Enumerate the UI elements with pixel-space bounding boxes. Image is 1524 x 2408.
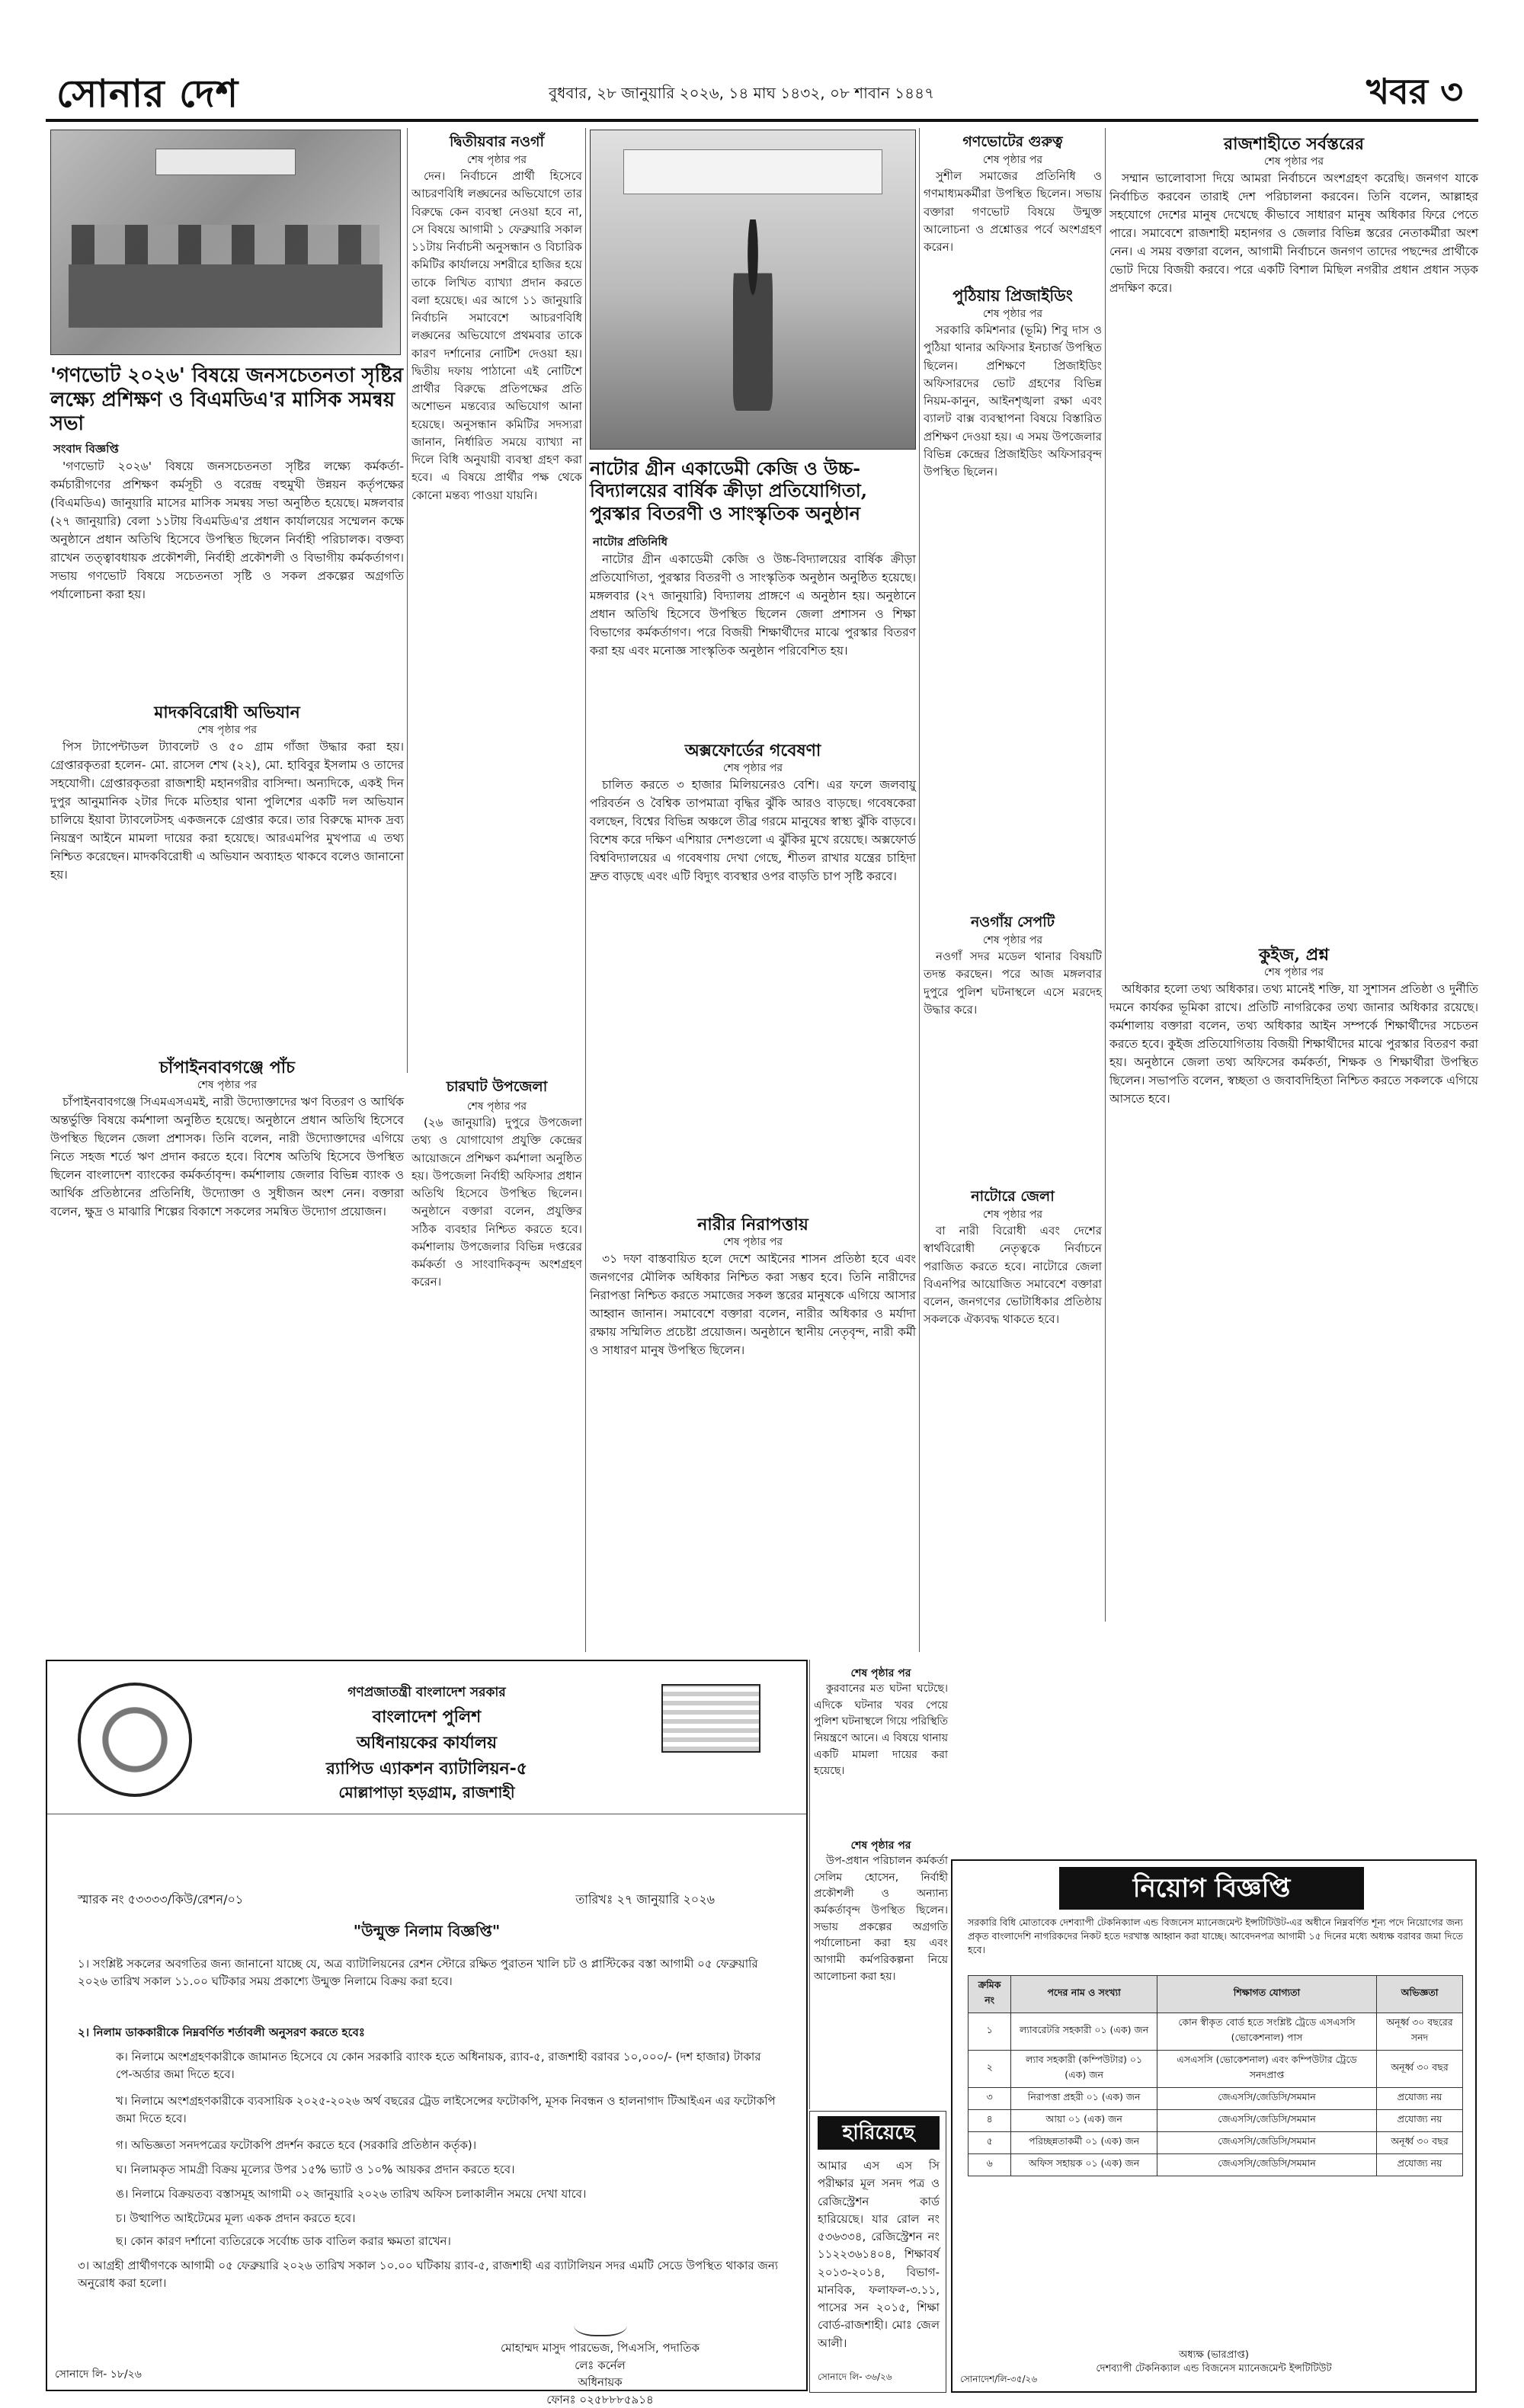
article-body: উপ-প্রধান পরিচালন কর্মকর্তা সেলিম হোসেন, নির্বাহী প্রকৌশলী ও অন্যান্য কর্মকর্তাবৃন্দ উপস্থিত ছিলেন। সভায় প্রকল্পের অগ্রগতি পর্যালোচনা করা হয় এবং আগামী কর্মপরিকল্পনা নিয়ে আলোচনা করা হয়।: [814, 1853, 948, 2097]
article-body: নাটোর গ্রীন একাডেমী কেজি ও উচ্চ-বিদ্যালয়ের বার্ষিক ক্রীড়া প্রতিযোগিতা, পুরস্কার বিতরণী ও সাংস্কৃতিক অনুষ্ঠান অনুষ্ঠিত হয়েছে। মঙ্গলবার (২৭ জানুয়ারি) বিদ্যালয় প্রাঙ্গণে এ অনুষ্ঠান হয়। অনুষ্ঠানে প্রধান অতিথি হিসেবে উপস্থিত ছিলেন জেলা প্রশাসন ও শিক্ষা বিভাগের কর্মকর্তাগণ। পরে বিজয়ী শিক্ষার্থীদের মাঝে পুরস্কার বিতরণ করা হয় এবং মনোজ্ঞ সাংস্কৃতিক অনুষ্ঠান পরিবেশিত হয়।: [590, 550, 916, 730]
table-cell: ২: [969, 2051, 1011, 2088]
ad-code: সোনাদেশ/লি-৩৫/২৬: [960, 2373, 1037, 2388]
continued-label: শেষ পৃষ্ঠার পর: [411, 1097, 582, 1116]
continued-label: শেষ পৃষ্ঠার পর: [411, 151, 582, 169]
table-header: অভিজ্ঞতা: [1377, 1976, 1463, 2013]
article-kicker: কুইজ, প্রশ্ন: [1109, 942, 1478, 970]
article-body: বা নারী বিরোধী এবং দেশের স্বার্থবিরোধী নেতৃত্বকে নির্বাচনে পরাজিত করতে হবে। নাটোরে জেলা বিএনপির আয়োজিত সমাবেশে বক্তারা বলেন, জনগণের ভোটাধিকার প্রতিষ্ঠায় সকলকে ঐক্যবদ্ধ থাকতে হবে।: [924, 1222, 1102, 1649]
continued-label: শেষ পৃষ্ঠার পর: [924, 931, 1102, 949]
table-cell: অনূর্ধ্ব ৩০ বছরের সনদ: [1377, 2013, 1463, 2051]
table-cell: প্রযোজ্য নয়: [1377, 2154, 1463, 2176]
article-headline: 'গণভোট ২০২৬' বিষয়ে জনসচেতনতা সৃষ্টির লক্ষ্যে প্রশিক্ষণ ও বিএমডিএ'র মাসিক সমন্বয় সভা: [50, 364, 404, 437]
table-header: শিক্ষাগত যোগ্যতা: [1157, 1976, 1376, 2013]
notice-clause: ছ। কোন কারণ দর্শানো ব্যতিরেকে সর্বোচ্চ ডাক বাতিল করার ক্ষমতা রাখেন।: [116, 2233, 779, 2250]
table-cell: কোন স্বীকৃত বোর্ড হতে সংশ্লিষ্ট ট্রেডে এসএসসি (ভোকেশনাল) পাস: [1157, 2013, 1376, 2051]
table-row: [969, 2051, 1463, 2088]
continued-label: শেষ পৃষ্ঠার পর: [924, 1206, 1102, 1224]
article-body: দেন। নির্বাচনে প্রার্থী হিসেবে আচরণবিধি লঙ্ঘনের অভিযোগে তার বিরুদ্ধে কেন ব্যবস্থা নেওয়া হবে না, সে বিষয়ে আগামী ১ ফেব্রুয়ারি সকাল ১১টায় নির্বাচনী অনুসন্ধান ও বিচারিক কমিটির কার্যালয়ে সশরীরে হাজির হয়ে তাকে লিখিত ব্যাখ্যা প্রদান করতে বলা হয়েছে। এর আগে ১১ জানুয়ারি নির্বাচনি সমাবেশে আচরণবিধি লঙ্ঘনের অভিযোগে প্রথমবার তাকে কারণ দর্শানোর নোটিশ দেওয়া হয়। দ্বিতীয় দফায় পাঠানো এই নোটিশে প্রার্থীর বিরুদ্ধে প্রতিপক্ষের প্রতি অশোভন মন্তব্যের অভিযোগ আনা হয়েছে। অনুসন্ধান কমিটির সদস্যরা জানান, নির্ধারিত সময়ে ব্যাখ্যা না দিলে বিধি অনুযায়ী ব্যবস্থা গ্রহণ করা হবে। এ বিষয়ে প্রার্থীর পক্ষ থেকে কোনো মন্তব্য পাওয়া যায়নি।: [411, 168, 582, 1067]
article-kicker: নারীর নিরাপত্তায়: [590, 1212, 916, 1240]
article-kicker: অক্সফোর্ডের গবেষণা: [590, 738, 916, 766]
table-cell: ৫: [969, 2132, 1011, 2154]
table-cell: জেএসসি/জেডিসি/সমমান: [1157, 2088, 1376, 2110]
notice-clause: ২। নিলাম ডাককারীকে নিম্নবর্ণিত শর্তাবলী অনুসরণ করতে হবেঃ: [78, 2024, 779, 2041]
table-header: পদের নাম ও সংখ্যা: [1011, 1976, 1157, 2013]
table-cell: ১: [969, 2013, 1011, 2051]
job-intro: সরকারি বিধি মোতাবেক দেশব্যাপী টেকনিক্যাল এন্ড বিজনেস ম্যানেজমেন্ট ইন্সটিটিউট-এর অধীনে নিম্নবর্ণিত শূন্য পদে নিয়োগের জন্য প্রকৃত বাংলাদেশি নাগরিকদের নিকট হতে দরখাস্ত আহ্বান করা যাচ্ছে। আবেদনপত্র আগামী ১৫ দিনের মধ্যে অধ্যক্ষ বরাবর জমা দিতে হবে।: [968, 1916, 1463, 1957]
article-body: 'গণভোট ২০২৬' বিষয়ে জনসচেতনতা সৃষ্টির লক্ষ্যে কর্মকর্তা-কর্মচারীগণের প্রশিক্ষণ কর্মসূচী ও বরেন্দ্র বহুমুখী উন্নয়ন কর্তৃপক্ষের (বিএমডিএ) জানুয়ারি মাসের মাসিক সমন্বয় সভা অনুষ্ঠিত হয়েছে। মঙ্গলবার (২৭ জানুয়ারি) বেলা ১১টায় বিএমডিএ'র প্রধান কার্যালয়ের সম্মেলন কক্ষে অনুষ্ঠানে প্রধান অতিথি হিসেবে উপস্থিত ছিলেন নির্বাহী পরিচালক। বক্তব্য রাখেন তত্ত্বাবধায়ক প্রকৌশলী, নির্বাহী প্রকৌশলী ও বিভাগীয় কর্মকর্তাগণ। সভায় গণভোট বিষয়ে সচেতনতা সৃষ্টি ও সকল প্রকল্পের অগ্রগতি পর্যালোচনা করা হয়।: [50, 457, 404, 692]
article-body: সম্মান ভালোবাসা দিয়ে আমরা নির্বাচনে অংশগ্রহণ করেছি। জনগণ যাকে নির্বাচিত করবেন তারাই দেশ পরিচালনা করবেন। তিনি বলেন, আল্লাহর সহযোগে দেশের মানুষ দেখেছে কীভাবে সাধারণ মানুষ অধিকার ফিরে পেতে পারে। সমাবেশে রাজশাহী মহানগর ও জেলার বিভিন্ন স্তরের নেতাকর্মীরা অংশ নেন। এ সময় বক্তারা বলেন, আগামী নির্বাচনে জনগণ তাদের পছন্দের প্রার্থীকে ভোট দিয়ে বিজয়ী করবে। পরে একটি বিশাল মিছিল নগরীর প্রধান প্রধান সড়ক প্রদক্ষিণ করে।: [1109, 169, 1478, 933]
notice-clause: ঙ। নিলামে বিক্রয়তব্য বস্তাসমূহ আগামী ০২ জানুয়ারি ২০২৬ তারিখ অফিস চলাকালীন সময়ে দেখা যাবে।: [116, 2185, 779, 2203]
institution-name: দেশব্যাপী টেকনিক্যাল এন্ড বিজনেস ম্যানেজমেন্ট ইন্সটিটিউট: [952, 2362, 1475, 2376]
sports-photo: [590, 130, 916, 450]
article-body: চাঁপাইনবাবগঞ্জে সিএমএসএমই, নারী উদ্যোক্তাদের ঋণ বিতরণ ও আর্থিক অন্তর্ভুক্তি বিষয়ে কর্মশালা অনুষ্ঠিত হয়েছে। অনুষ্ঠানে প্রধান অতিথি হিসেবে উপস্থিত ছিলেন জেলা প্রশাসক। তিনি বলেন, নারী উদ্যোক্তাদের এগিয়ে নিতে সহজ শর্তে ঋণ প্রদান করতে হবে। বিশেষ অতিথি হিসেবে উপস্থিত ছিলেন বাংলাদেশ ব্যাংকের কর্মকর্তাবৃন্দ। কর্মশালায় জেলার বিভিন্ন ব্যাংক ও আর্থিক প্রতিষ্ঠানের প্রতিনিধি, উদ্যোক্তা ও সুধীজন অংশ নেন। বক্তারা বলেন, ক্ষুদ্র ও মাঝারি শিল্পের বিকাশে সকলের সমন্বিত উদ্যোগ প্রয়োজন।: [50, 1093, 404, 1649]
article-body: নওগাঁ সদর মডেল থানার বিষয়টি তদন্ত করছেন। পরে আজ মঙ্গলবার দুপুরে পুলিশ ঘটনাস্থলে এসে মরদেহ উদ্ধার করে।: [924, 948, 1102, 1177]
article-body: চালিত করতে ৩ হাজার মিলিয়নেরও বেশি। এর ফলে জলবায়ু পরিবর্তন ও বৈশ্বিক তাপমাত্রা বৃদ্ধির ঝুঁকি আরও বাড়ছে। গবেষকেরা বলছেন, বিশ্বের বিভিন্ন অঞ্চলে তীব্র গরমে মানুষের স্বাস্থ্য ঝুঁকি বাড়বে। বিশেষ করে দক্ষিণ এশিয়ার দেশগুলো এ ঝুঁকির মুখে রয়েছে। অক্সফোর্ড বিশ্ববিদ্যালয়ের এ গবেষণায় দেখা গেছে, শীতল রাখার যন্ত্রের চাহিদা দ্রুত বাড়ছে এবং এটি বিদ্যুৎ ব্যবস্থার ওপর বাড়তি চাপ সৃষ্টি করবে।: [590, 776, 916, 1202]
notice-clause: ঘ। নিলামকৃত সামগ্রী বিক্রয় মূল্যের উপর ১৫% ভ্যাট ও ১০% আয়কর প্রদান করতে হবে।: [116, 2161, 779, 2179]
continued-label: শেষ পৃষ্ঠার পর: [814, 1836, 948, 1855]
article-kicker: পুঠিয়ায় প্রিজাইডিং: [924, 283, 1102, 310]
table-row: [969, 2088, 1463, 2110]
signature-icon: [574, 2309, 627, 2336]
table-cell: ল্যাবরেটরি সহকারী ০১ (এক) জন: [1011, 2013, 1157, 2051]
notice-clause: গ। অভিজ্ঞতা সনদপত্রের ফটোকপি প্রদর্শন করতে হবে (সরকারি প্রতিষ্ঠান কর্তৃক)।: [116, 2137, 779, 2154]
notice-clause: ক। নিলামে অংশগ্রহণকারীকে জামানত হিসেবে যে কোন সরকারি ব্যাংক হতে অধিনায়ক, র‍্যাব-৫, রাজশাহী বরাবর ১০,০০০/- (দশ হাজার) টাকার পে-অর্ডার জমা দিতে হবে।: [116, 2048, 779, 2084]
continued-label: শেষ পৃষ্ঠার পর: [1109, 963, 1478, 981]
article-body: অধিকার হলো তথ্য অধিকার। তথ্য মানেই শক্তি, যা সুশাসন প্রতিষ্ঠা ও দুর্নীতি দমনে কার্যকর ভূমিকা রাখে। প্রতিটি নাগরিকের তথ্য জানার অধিকার রয়েছে। কর্মশালায় বক্তারা বলেন, তথ্য অধিকার আইন সম্পর্কে শিক্ষার্থীদের সচেতন করতে হবে। কুইজ প্রতিযোগিতায় বিজয়ী শিক্ষার্থীদের মাঝে পুরস্কার বিতরণ করা হয়। অনুষ্ঠানে জেলা তথ্য অফিসের কর্মকর্তা, শিক্ষক ও শিক্ষার্থীরা উপস্থিত ছিলেন। সভাপতি বলেন, স্বচ্ছতা ও জবাবদিহিতা নিশ্চিত করতে সকলকে এগিয়ে আসতে হবে।: [1109, 980, 1478, 1833]
notice-ref: স্মারক নং ৫৩৩৩৩/কিউ/রেশন/০১: [78, 1890, 243, 1910]
job-table: [968, 1975, 1463, 2176]
auction-notice: [46, 1660, 808, 2391]
job-notice: [951, 1859, 1477, 2393]
job-signature: [952, 2349, 1475, 2376]
column-divider: [585, 128, 586, 1652]
article-kicker: দ্বিতীয়বার নওগাঁ: [411, 131, 582, 155]
table-cell: জেএসসি/জেডিসি/সমমান: [1157, 2154, 1376, 2176]
lost-notice: [809, 2111, 946, 2393]
table-row: [969, 2132, 1463, 2154]
section-label: খবর ৩: [1366, 66, 1463, 123]
continued-label: শেষ পৃষ্ঠার পর: [924, 305, 1102, 323]
signatory-phone: ফোনঃ ০২৫৮৮৮৫৯১৪: [501, 2391, 700, 2408]
ad-code: সোনাদে লি- ১৮/২৬: [55, 2365, 142, 2384]
article-kicker: গণভোটের গুরুত্ব: [924, 131, 1102, 155]
lost-body: আমার এস এস সি পরীক্ষার মূল সনদ পত্র ও রেজিস্ট্রেশন কার্ড হারিয়েছে। যার রোল নং ৫৩৬৩৩৪, রেজিস্ট্রেশন নং ১১২২৩৬১৪০৪, শিক্ষাবর্ষ ২০১৩-২০১৪, বিভাগ-মানবিক, ফলাফল-৩.১১, পাসের সন ২০১৫, শিক্ষা বোর্ড-রাজশাহী। মোঃ জেল আলী।: [818, 2157, 940, 2352]
column-divider: [1105, 128, 1106, 1622]
notice-address: মোল্লাপাড়া হড়গ্রাম, রাজশাহী: [47, 1782, 806, 1807]
signatory-name: মোহাম্মদ মাসুদ পারভেজ, পিএসসি, পদাতিক: [501, 2339, 700, 2357]
notice-office: অধিনায়কের কার্যালয়: [47, 1730, 806, 1758]
masthead: [46, 70, 1478, 117]
article-kicker: চারঘাট উপজেলা: [411, 1076, 582, 1100]
table-cell: ৪: [969, 2110, 1011, 2132]
table-cell: জেএসসি/জেডিসি/সমমান: [1157, 2110, 1376, 2132]
continued-label: শেষ পৃষ্ঠার পর: [924, 151, 1102, 169]
table-cell: আয়া ০১ (এক) জন: [1011, 2110, 1157, 2132]
notice-clause: ১। সংশ্লিষ্ট সকলের অবগতির জন্য জানানো যাচ্ছে যে, অত্র ব্যাটালিয়নের রেশন স্টোরে রক্ষিত পুরাতন খালি চট ও প্লাস্টিকের বস্তা আগামী ০৫ ফেব্রুয়ারি ২০২৬ তারিখ সকাল ১১.০০ ঘটিকার সময় প্রকাশ্যে উন্মুক্ত নিলামে বিক্রয় করা হবে।: [78, 1955, 779, 1991]
notice-date: তারিখঃ ২৭ জানুয়ারি ২০২৬: [575, 1890, 715, 1910]
table-header: ক্রমিক নং: [969, 1976, 1011, 2013]
article-body: (২৬ জানুয়ারি) দুপুরে উপজেলা তথ্য ও যোগাযোগ প্রযুক্তি কেন্দ্রের আয়োজনে প্রশিক্ষণ কর্মশালা অনুষ্ঠিত হয়। উপজেলা নির্বাহী অফিসার প্রধান অতিথি হিসেবে উপস্থিত ছিলেন। অনুষ্ঠানে বক্তারা বলেন, প্রযুক্তির সঠিক ব্যবহার নিশ্চিত করতে হবে। কর্মশালায় উপজেলার বিভিন্ন দপ্তরের কর্মকর্তা ও সাংবাদিকবৃন্দ অংশগ্রহণ করেন।: [411, 1114, 582, 1647]
signatory-title: অধিনায়ক: [501, 2374, 700, 2391]
table-row: [969, 2154, 1463, 2176]
table-cell: অফিস সহায়ক ০১ (এক) জন: [1011, 2154, 1157, 2176]
article-body: সুশীল সমাজের প্রতিনিধি ও গণমাধ্যমকর্মীরা উপস্থিত ছিলেন। সভায় বক্তারা গণভোট বিষয়ে উন্মুক্ত আলোচনা ও প্রশ্নোত্তর পর্বে অংশগ্রহণ করেন।: [924, 168, 1102, 274]
article-kicker: রাজশাহীতে সর্বস্তরের: [1109, 131, 1478, 159]
column-divider: [809, 1660, 810, 2109]
notice-org: বাংলাদেশ পুলিশ: [47, 1704, 806, 1732]
continued-label: শেষ পৃষ্ঠার পর: [1109, 152, 1478, 171]
article-body: পিস ট্যাপেন্টাডল ট্যাবলেট ও ৫০ গ্রাম গাঁজা উদ্ধার করা হয়। গ্রেপ্তারকৃতরা হলেন- মো. রাসেল শেখ (২২), মো. হাবিবুর ইসলাম ও তাদের সহযোগী। গ্রেপ্তারকৃতরা রাজশাহী মহানগরীর বাসিন্দা। অন্যদিকে, একই দিন দুপুর আনুমানিক ২টার দিকে মতিহার থানা পুলিশের একটি দল অভিযান চালিয়ে ইয়াবা ট্যাবলেটসহ একজনকে গ্রেপ্তার করে। তার বিরুদ্ধে মাদক দ্রব্য নিয়ন্ত্রণ আইনে মামলা দায়ের করা হয়েছে। আরএমপির মুখপাত্র এ তথ্য নিশ্চিত করেছেন। মাদকবিরোধী এ অভিযান অব্যাহত থাকবে বলেও জানানো হয়।: [50, 738, 404, 1044]
training-photo: [50, 130, 401, 355]
article-headline: নাটোর গ্রীন একাডেমী কেজি ও উচ্চ-বিদ্যালয়ের বার্ষিক ক্রীড়া প্রতিযোগিতা, পুরস্কার বিতরণী ও সাংস্কৃতিক অনুষ্ঠান: [590, 457, 916, 524]
signatory-rank: লেঃ কর্নেল: [501, 2357, 700, 2374]
article-byline: সংবাদ বিজ্ঞপ্তি: [53, 440, 119, 460]
table-cell: প্রযোজ্য নয়: [1377, 2110, 1463, 2132]
table-cell: ৩: [969, 2088, 1011, 2110]
notice-signature: [501, 2309, 700, 2408]
column-divider: [919, 128, 920, 1652]
table-cell: অনূর্ধ্ব ৩০ বছর: [1377, 2132, 1463, 2154]
notice-unit: র‌্যাপিড এ্যাকশন ব্যাটালিয়ন-৫: [47, 1756, 806, 1784]
notice-gov: গণপ্রজাতন্ত্রী বাংলাদেশ সরকার: [47, 1683, 806, 1704]
notice-clause: চ। উত্থাপিত আইটেমের মূল্য একক প্রদান করতে হবে।: [116, 2210, 779, 2227]
newspaper-name: সোনার দেশ: [56, 66, 239, 129]
article-body: কুরবানের মত ঘটনা ঘটেছে। এদিকে ঘটনার খবর পেয়ে পুলিশ ঘটনাস্থলে গিয়ে পরিস্থিতি নিয়ন্ত্রণে আনে। এ বিষয়ে থানায় একটি মামলা দায়ের করা হয়েছে।: [814, 1681, 948, 1826]
masthead-rule: [46, 119, 1478, 122]
job-title: নিয়োগ বিজ্ঞপ্তি: [1059, 1867, 1364, 1910]
table-cell: অনূর্ধ্ব ৩০ বছর: [1377, 2051, 1463, 2088]
table-cell: নিরাপত্তা প্রহরী ০১ (এক) জন: [1011, 2088, 1157, 2110]
ad-code: সোনাদে লি- ৩৬/২৬: [818, 2371, 892, 2386]
table-cell: এসএসসি (ভোকেশনাল) এবং কম্পিউটার ট্রেডে সনদপ্রাপ্ত: [1157, 2051, 1376, 2088]
article-kicker: নাটোরে জেলা: [924, 1186, 1102, 1210]
signatory-title: অধ্যক্ষ (ভারপ্রাপ্ত): [952, 2349, 1475, 2362]
notice-clause: খ। নিলামে অংশগ্রহণকারীকে ব্যবসায়িক ২০২৫-২০২৬ অর্থ বছরের ট্রেড লাইসেন্সের ফটোকপি, মূসক নিবন্ধন ও হালনাগাদ টিআইএন এর ফটোকপি জমা দিতে হবে।: [116, 2093, 779, 2128]
article-byline: নাটোর প্রতিনিধি: [593, 533, 668, 552]
table-row: [969, 2013, 1463, 2051]
article-body: ৩১ দফা বাস্তবায়িত হলে দেশে আইনের শাসন প্রতিষ্ঠা হবে এবং জনগণের মৌলিক অধিকার নিশ্চিত করা সম্ভব হবে। তিনি নারীদের নিরাপত্তা নিশ্চিত করতে সমাজের সকল স্তরের মানুষকে এগিয়ে আসার আহ্বান জানান। সমাবেশে বক্তারা বলেন, নারীর অধিকার ও মর্যাদা রক্ষায় সম্মিলিত প্রচেষ্টা প্রয়োজন। অনুষ্ঠানে স্থানীয় নেতৃবৃন্দ, নারী কর্মী ও সাধারণ মানুষ উপস্থিত ছিলেন।: [590, 1250, 916, 1649]
article-kicker: নওগাঁয় সেপটি: [924, 911, 1102, 936]
lost-title: হারিয়েছে: [818, 2116, 940, 2150]
continued-label: শেষ পৃষ্ঠার পর: [590, 759, 916, 777]
article-kicker: চাঁপাইনবাবগঞ্জে পাঁচ: [50, 1055, 404, 1083]
table-cell: প্রযোজ্য নয়: [1377, 2088, 1463, 2110]
table-cell: পরিচ্ছন্নতাকর্মী ০১ (এক) জন: [1011, 2132, 1157, 2154]
notice-clause: ৩। আগ্রহী প্রার্থীগণকে আগামী ০৫ ফেব্রুয়ারি ২০২৬ তারিখ সকাল ১০.০০ ঘটিকায় র‍্যাব-৫, রাজশাহী এর ব্যাটালিয়ন সদর এমটি সেডে উপস্থিত থাকার জন্য অনুরোধ করা হলো।: [78, 2257, 779, 2293]
table-row: [969, 2110, 1463, 2132]
article-kicker: মাদকবিরোধী অভিযান: [50, 700, 404, 728]
issue-date: বুধবার, ২৮ জানুয়ারি ২০২৬, ১৪ মাঘ ১৪৩২, ০৮ শাবান ১৪৪৭: [549, 82, 934, 107]
table-cell: ৬: [969, 2154, 1011, 2176]
continued-label: শেষ পৃষ্ঠার পর: [50, 721, 404, 739]
continued-label: শেষ পৃষ্ঠার পর: [590, 1233, 916, 1251]
table-cell: জেএসসি/জেডিসি/সমমান: [1157, 2132, 1376, 2154]
table-cell: ল্যাব সহকারী (কম্পিউটার) ০১ (এক) জন: [1011, 2051, 1157, 2088]
continued-label: শেষ পৃষ্ঠার পর: [50, 1076, 404, 1094]
continued-label: শেষ পৃষ্ঠার পর: [814, 1664, 948, 1683]
article-body: সরকারি কমিশনার (ভূমি) শিবু দাস ও পুঠিয়া থানার অফিসার ইনচার্জ উপস্থিত ছিলেন। প্রশিক্ষণে প্রিজাইডিং অফিসারদের ভোট গ্রহণের বিভিন্ন নিয়ম-কানুন, আইনশৃঙ্খলা রক্ষা এবং ব্যালট বাক্স ব্যবস্থাপনা বিষয়ে বিস্তারিত প্রশিক্ষণ দেওয়া হয়। এ সময় উপজেলার বিভিন্ন কেন্দ্রের প্রিজাইডিং অফিসারবৃন্দ উপস্থিত ছিলেন।: [924, 322, 1102, 902]
column-divider: [407, 128, 408, 1073]
notice-title: "উন্মুক্ত নিলাম বিজ্ঞপ্তি": [47, 1920, 806, 1945]
